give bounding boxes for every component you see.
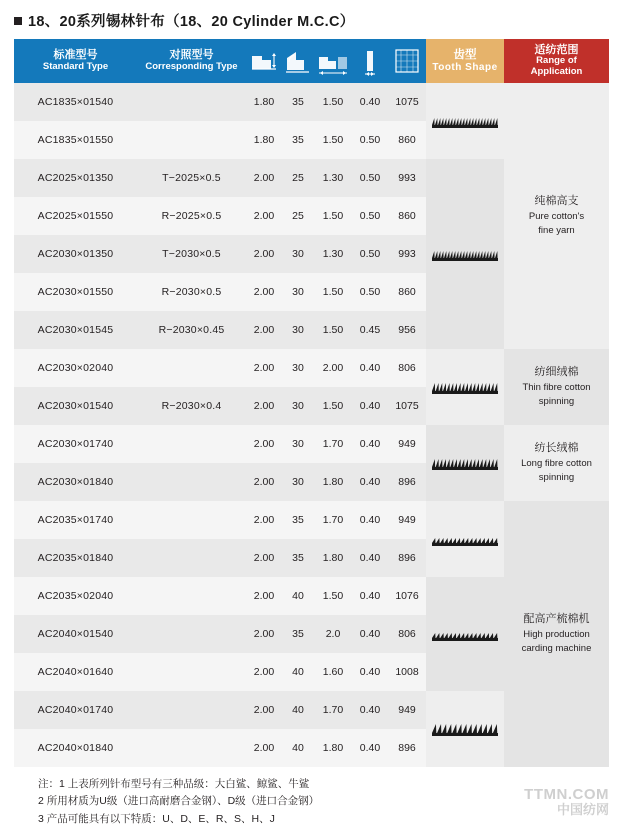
cell-tooth-angle: 30 [282,463,314,501]
tooth-strip-fine-icon [426,159,504,349]
cell-wire-thickness: 0.40 [352,463,388,501]
cell-range-application [504,425,609,501]
cell-tooth-angle: 40 [282,653,314,691]
header-standard-type-en: Standard Type [42,60,109,72]
cell-tooth-pitch: 1.70 [314,501,352,539]
cell-corresponding-type [137,539,246,577]
cell-tooth-density: 896 [388,539,426,577]
cell-corresponding-type [137,349,246,387]
cell-range-application [504,349,609,425]
cell-tooth-pitch: 1.50 [314,121,352,159]
cell-tooth-depth: 2.00 [246,235,282,273]
header-standard-type-cn: 标准型号 [53,49,98,62]
cell-tooth-depth: 2.00 [246,273,282,311]
cell-tooth-angle: 40 [282,577,314,615]
watermark-line2: 中国纺网 [556,802,609,818]
cell-tooth-density: 1008 [388,653,426,691]
table-row [14,83,609,121]
range-label-en2: fine yarn [538,224,575,236]
cell-standard-type: AC2035×01840 [14,539,137,577]
header-tooth-density [388,39,426,83]
cell-tooth-angle: 35 [282,83,314,121]
cell-tooth-pitch: 2.0 [314,615,352,653]
cell-tooth-density: 956 [388,311,426,349]
cell-wire-thickness: 0.50 [352,197,388,235]
header-range-en: Range of [536,55,577,67]
cell-standard-type: AC2025×01550 [14,197,137,235]
cell-tooth-depth: 2.00 [246,387,282,425]
cell-corresponding-type [137,83,246,121]
cell-tooth-depth: 2.00 [246,197,282,235]
cell-corresponding-type [137,463,246,501]
cell-corresponding-type [137,691,246,729]
page-title-text: 18、20系列锡林针布（18、20 Cylinder M.C.C） [28,14,355,30]
cell-tooth-angle: 25 [282,159,314,197]
note-3: 3 产品可能具有以下特质：U、D、E、R、S、H、J [38,812,275,825]
cell-tooth-depth: 2.00 [246,311,282,349]
header-tooth-shape-cn: 齿型 [453,48,477,61]
cell-tooth-density: 1075 [388,387,426,425]
cell-wire-thickness: 0.40 [352,387,388,425]
range-label-cn: 配高产梳棉机 [523,613,590,626]
cell-tooth-angle: 35 [282,539,314,577]
cell-corresponding-type [137,577,246,615]
cell-standard-type: AC2040×01740 [14,691,137,729]
cell-tooth-pitch: 1.50 [314,197,352,235]
cell-tooth-pitch: 1.50 [314,387,352,425]
cell-corresponding-type: R−2025×0.5 [137,197,246,235]
cell-tooth-depth: 2.00 [246,159,282,197]
cell-tooth-angle: 30 [282,349,314,387]
tooth-strip-medium-icon [426,425,504,501]
cell-standard-type: AC2030×01840 [14,463,137,501]
cell-tooth-angle: 30 [282,273,314,311]
cell-tooth-depth: 2.00 [246,577,282,615]
cell-tooth-density: 806 [388,349,426,387]
cell-corresponding-type: R−2030×0.45 [137,311,246,349]
cell-tooth-density: 1076 [388,577,426,615]
cell-tooth-angle: 30 [282,311,314,349]
cell-tooth-pitch: 1.50 [314,577,352,615]
cell-tooth-depth: 2.00 [246,425,282,463]
cell-tooth-depth: 1.80 [246,121,282,159]
header-tooth-pitch [314,39,352,83]
specs-table [14,39,609,767]
tooth-density-icon [388,44,426,78]
header-tooth-angle [282,39,314,83]
cell-tooth-pitch: 1.70 [314,691,352,729]
cell-tooth-density: 949 [388,425,426,463]
cell-wire-thickness: 0.50 [352,159,388,197]
cell-tooth-depth: 2.00 [246,463,282,501]
header-tooth-shape [426,39,504,83]
notes-block [38,776,623,828]
cell-tooth-pitch: 1.30 [314,235,352,273]
cell-tooth-depth: 2.00 [246,653,282,691]
cell-tooth-angle: 35 [282,501,314,539]
header-wire-thickness [352,39,388,83]
cell-wire-thickness: 0.40 [352,691,388,729]
tooth-pitch-icon [314,44,352,78]
cell-tooth-pitch: 1.50 [314,83,352,121]
cell-wire-thickness: 0.40 [352,729,388,767]
cell-wire-thickness: 0.50 [352,235,388,273]
cell-standard-type: AC2025×01350 [14,159,137,197]
cell-corresponding-type: T−2025×0.5 [137,159,246,197]
cell-range-application [504,501,609,767]
cell-tooth-depth: 2.00 [246,501,282,539]
cell-tooth-density: 1075 [388,83,426,121]
cell-tooth-pitch: 1.80 [314,729,352,767]
cell-wire-thickness: 0.40 [352,577,388,615]
cell-standard-type: AC2030×01545 [14,311,137,349]
header-tooth-depth [246,39,282,83]
cell-standard-type: AC2040×01840 [14,729,137,767]
cell-standard-type: AC2030×02040 [14,349,137,387]
cell-wire-thickness: 0.50 [352,273,388,311]
cell-wire-thickness: 0.40 [352,83,388,121]
watermark-line1: TTMN.COM [524,785,609,803]
header-tooth-shape-en: Tooth Shape [432,61,498,73]
header-range-en2: Application [530,66,583,78]
cell-corresponding-type [137,729,246,767]
cell-corresponding-type [137,615,246,653]
cell-tooth-depth: 1.80 [246,83,282,121]
table-row [14,349,609,387]
header-corresponding-type [137,39,246,83]
header-corresponding-type-cn: 对照型号 [169,49,214,62]
cell-tooth-angle: 35 [282,121,314,159]
range-label-en: Pure cotton's [528,211,585,223]
header-corresponding-type-en: Corresponding Type [145,60,238,72]
tooth-strip-flat-icon [426,501,504,577]
header-range [504,39,609,83]
cell-tooth-pitch: 1.50 [314,311,352,349]
tooth-depth-icon [246,44,282,78]
range-label-en: Long fibre cotton spinning [521,458,592,483]
note-1: 注：1 上表所列针布型号有三种品级：大白鲨、鲸鲨、牛鲨 [38,778,310,790]
cell-tooth-density: 993 [388,159,426,197]
cell-standard-type: AC1835×01550 [14,121,137,159]
cell-tooth-depth: 2.00 [246,615,282,653]
cell-standard-type: AC2030×01550 [14,273,137,311]
cell-standard-type: AC2030×01350 [14,235,137,273]
cell-standard-type: AC2040×01540 [14,615,137,653]
cell-tooth-density: 860 [388,121,426,159]
range-label-cn: 纺细绒棉 [534,366,579,379]
bullet-icon [14,17,22,25]
cell-tooth-density: 806 [388,615,426,653]
cell-tooth-pitch: 1.80 [314,539,352,577]
cell-corresponding-type: R−2030×0.4 [137,387,246,425]
note-2: 2 所用材质为U级（进口高耐磨合金钢）、D级（进口合金钢） [38,795,320,808]
tooth-strip-medium-icon [426,349,504,425]
cell-tooth-pitch: 1.60 [314,653,352,691]
tooth-angle-icon [282,44,314,78]
cell-tooth-angle: 40 [282,691,314,729]
cell-corresponding-type [137,425,246,463]
range-label-cn: 纯棉高支 [534,195,579,208]
cell-wire-thickness: 0.40 [352,615,388,653]
cell-tooth-density: 896 [388,463,426,501]
tooth-strip-coarse-icon [426,691,504,767]
cell-corresponding-type: R−2030×0.5 [137,273,246,311]
cell-tooth-angle: 30 [282,387,314,425]
cell-tooth-pitch: 1.80 [314,463,352,501]
cell-tooth-density: 949 [388,501,426,539]
range-label-en2: carding machine [521,642,592,654]
cell-corresponding-type: T−2030×0.5 [137,235,246,273]
header-standard-type [14,39,137,83]
cell-wire-thickness: 0.40 [352,653,388,691]
cell-tooth-depth: 2.00 [246,729,282,767]
cell-corresponding-type [137,653,246,691]
cell-tooth-depth: 2.00 [246,691,282,729]
cell-range-application [504,83,609,349]
cell-tooth-angle: 35 [282,615,314,653]
cell-wire-thickness: 0.45 [352,311,388,349]
cell-wire-thickness: 0.40 [352,425,388,463]
cell-standard-type: AC2035×02040 [14,577,137,615]
table-row [14,425,609,463]
cell-tooth-density: 896 [388,729,426,767]
table-row [14,501,609,539]
range-label-en: High production [523,629,590,641]
cell-standard-type: AC2040×01640 [14,653,137,691]
cell-tooth-pitch: 1.70 [314,425,352,463]
cell-wire-thickness: 0.40 [352,501,388,539]
range-label-en: Thin fibre cotton spinning [522,382,591,407]
cell-tooth-density: 993 [388,235,426,273]
cell-tooth-depth: 2.00 [246,349,282,387]
cell-tooth-depth: 2.00 [246,539,282,577]
table-header [14,39,609,83]
cell-tooth-angle: 25 [282,197,314,235]
cell-standard-type: AC2030×01540 [14,387,137,425]
cell-tooth-pitch: 1.30 [314,159,352,197]
tooth-strip-flat-icon [426,577,504,691]
cell-standard-type: AC1835×01540 [14,83,137,121]
cell-wire-thickness: 0.50 [352,121,388,159]
cell-corresponding-type [137,501,246,539]
header-range-cn: 适纺范围 [534,43,579,56]
wire-thickness-icon [352,44,388,78]
cell-tooth-angle: 40 [282,729,314,767]
cell-corresponding-type [137,121,246,159]
cell-tooth-angle: 30 [282,425,314,463]
cell-tooth-angle: 30 [282,235,314,273]
page-title [0,0,623,39]
cell-tooth-density: 860 [388,197,426,235]
cell-standard-type: AC2035×01740 [14,501,137,539]
cell-tooth-density: 860 [388,273,426,311]
cell-standard-type: AC2030×01740 [14,425,137,463]
cell-tooth-pitch: 1.50 [314,273,352,311]
table-body [14,83,609,767]
cell-wire-thickness: 0.40 [352,349,388,387]
cell-tooth-pitch: 2.00 [314,349,352,387]
cell-tooth-density: 949 [388,691,426,729]
tooth-strip-fine-icon [426,83,504,159]
range-label-cn: 纺长绒棉 [534,442,579,455]
cell-wire-thickness: 0.40 [352,539,388,577]
